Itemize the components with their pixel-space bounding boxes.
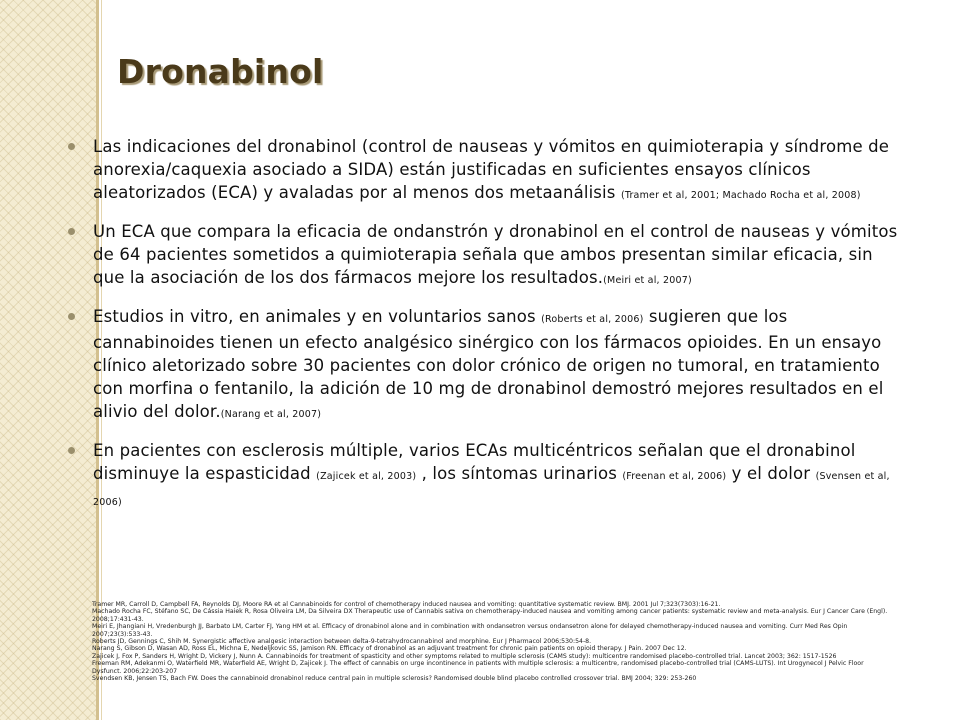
reference-item: Tramer MR, Carroll D, Campbell FA, Reynolds DJ, Moore RA et al Cannabinoids for control of chemotherapy induced nausea and vomiting: quantitative systematic review. BMJ. 2001 Jul 7;323(7303):16-21.	[92, 601, 721, 608]
reference-item: Freeman RM, Adekanmi O, Waterfield MR, Waterfield AE, Wright D, Zajicek J. The effect of cannabis on urge incontinence in patients with multiple sclerosis: a multicentre, randomised placebo-controlled trial (CAMS-LUTS). Int Urogynecol J Pelvic Floor Dysfunct. 2006;22:203-207	[92, 660, 864, 675]
citation-text: (Narang et al, 2007)	[220, 409, 322, 420]
reference-item: Zajicek J, Fox P, Sanders H, Wright D, Vickery J, Nunn A. Cannabinoids for treatment of spasticity and other symptoms related to multiple sclerosis (CAMS study): multicentre randomised placebo-controlled trial. Lancet 2003; 362: 1517-1526	[92, 652, 837, 660]
reference-item: Machado Rocha FC, Stéfano SC, De Cássia Haiek R, Rosa Oliveira LM, Da Silveira DX Therapeutic use of Cannabis sativa on chemotherapy-induced nausea and vomiting among cancer patients: systematic review and meta-analysis. Eur J Cancer Care (Engl). 2008;17:431-43.	[92, 608, 888, 623]
bullet-dot-icon	[68, 143, 75, 150]
bullet-item	[66, 135, 902, 207]
bullet-dot-icon	[68, 313, 75, 320]
citation-text: (Roberts et al, 2006)	[541, 314, 644, 325]
citation-text: (Svensen et al, 2006)	[93, 471, 890, 508]
citation-text: (Freenan et al, 2006)	[622, 471, 727, 482]
slide-title: Dronabinol	[117, 52, 324, 91]
bullet-text: Estudios in vitro, en animales y en voluntarios sanos	[93, 307, 542, 326]
citation-text: (Zajicek et al, 2003)	[316, 471, 417, 482]
references-list	[92, 601, 892, 682]
citation-text: (Meiri et al, 2007)	[603, 275, 692, 286]
reference-item: Svendsen KB, Jensen TS, Bach FW. Does the cannabinoid dronabinol reduce central pain in multiple sclerosis? Randomised double blind placebo controlled crossover trial. BMJ 2004; 329: 253-260	[92, 675, 697, 683]
bullet-text: , los síntomas urinarios	[416, 464, 623, 483]
citation-text: (Tramer et al, 2001; Machado Rocha et al, 2008)	[620, 190, 861, 201]
bullet-text: sugieren que los cannabinoides tienen un efecto analgésico sinérgico con los fármacos opioides. En un ensayo clínico aletorizado sobre 30 pacientes con dolor crónico de origen no tumoral, en tratamiento con morfina o fentanilo, la adición de 10 mg de dronabinol demostró mejores resultados en el alivio del dolor.	[93, 307, 884, 421]
bullet-text: Las indicaciones del dronabinol (control de nauseas y vómitos en quimioterapia y síndrome de anorexia/caquexia asociado a SIDA) están justificadas en suficientes ensayos clínicos aleatorizados (ECA) y avaladas por al menos dos metaanálisis	[93, 137, 890, 202]
bullet-list	[66, 135, 902, 527]
bullet-text: y el dolor	[726, 464, 816, 483]
bullet-item	[66, 220, 902, 292]
reference-item: Roberts JD, Gennings C, Shih M. Synergistic affective analgesic interaction between delta-9-tetrahydrocannabinol and morphine. Eur J Pharmacol 2006;530:54-8.	[92, 638, 592, 646]
bullet-item	[66, 439, 902, 514]
reference-item: Meiri E, Jhangiani H, Vredenburgh JJ, Barbato LM, Carter FJ, Yang HM et al. Efficacy of dronabinol alone and in combination with ondansetron versus ondansetron alone for delayed chemotherapy-induced nausea and vomiting. Curr Med Res Opin 2007;23(3):533-43.	[92, 623, 848, 638]
reference-item: Narang S, Gibson D, Wasan AD, Ross EL, Michna E, Nedeljkovic SS, Jamison RN. Efficacy of dronabinol as an adjuvant treatment for chronic pain patients on opioid therapy. J Pain. 2007 Dec 12.	[92, 645, 687, 653]
bullet-item	[66, 305, 902, 426]
bullet-dot-icon	[68, 447, 75, 454]
bullet-text: En pacientes con esclerosis múltiple, varios ECAs multicéntricos señalan que el dronabinol disminuye la espasticidad	[93, 441, 856, 483]
bullet-dot-icon	[68, 228, 75, 235]
bullet-text: Un ECA que compara la eficacia de ondanstrón y dronabinol en el control de nauseas y vómitos de 64 pacientes sometidos a quimioterapia señala que ambos presentan similar eficacia, sin que la asociación de los dos fármacos mejore los resultados.	[93, 222, 898, 287]
